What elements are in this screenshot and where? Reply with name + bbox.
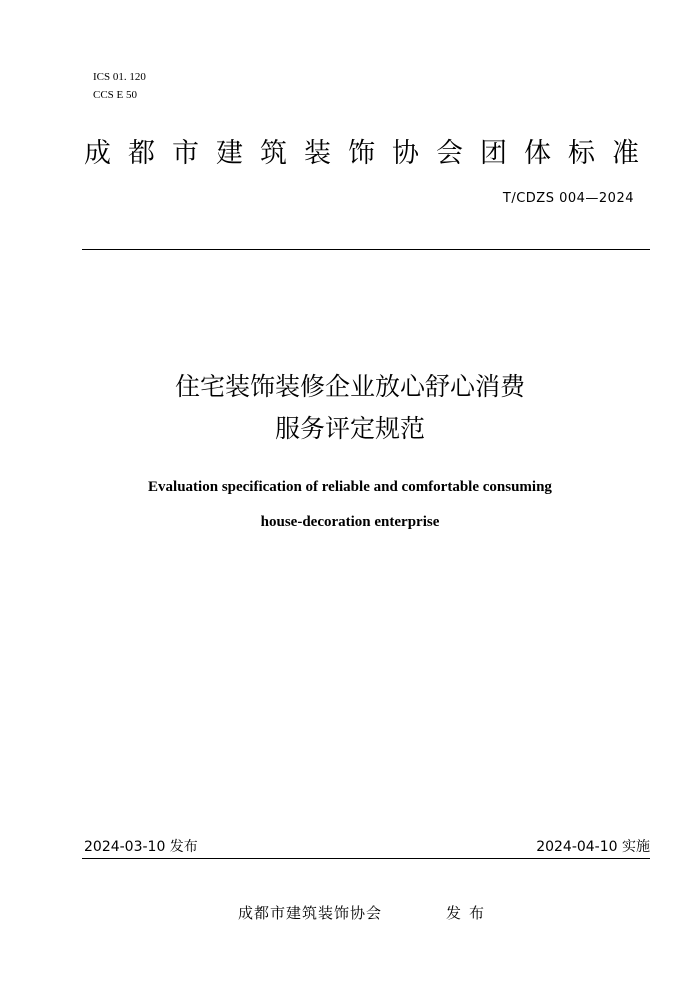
standard-number: T/CDZS 004—2024	[502, 191, 634, 206]
publish-date: 2024-03-10 发布	[84, 839, 198, 855]
ics-code: ICS 01. 120	[93, 71, 146, 83]
chinese-title-line-1: 住宅装饰装修企业放心舒心消费	[174, 372, 525, 401]
chinese-title-line-2: 服务评定规范	[274, 414, 425, 443]
top-divider	[82, 249, 650, 250]
english-title-line-2: house-decoration enterprise	[260, 514, 440, 530]
implementation-date: 2024-04-10 实施	[536, 839, 650, 855]
ccs-code: CCS E 50	[93, 89, 138, 101]
issuing-organization: 成都市建筑装饰协会	[238, 904, 383, 922]
english-title-line-1: Evaluation specification of reliable and comfortable consuming	[148, 479, 552, 495]
issue-label: 发布	[446, 904, 493, 922]
bottom-divider	[82, 858, 650, 859]
organization-standard-title: 成都市建筑装饰协会团体标准	[84, 138, 656, 169]
